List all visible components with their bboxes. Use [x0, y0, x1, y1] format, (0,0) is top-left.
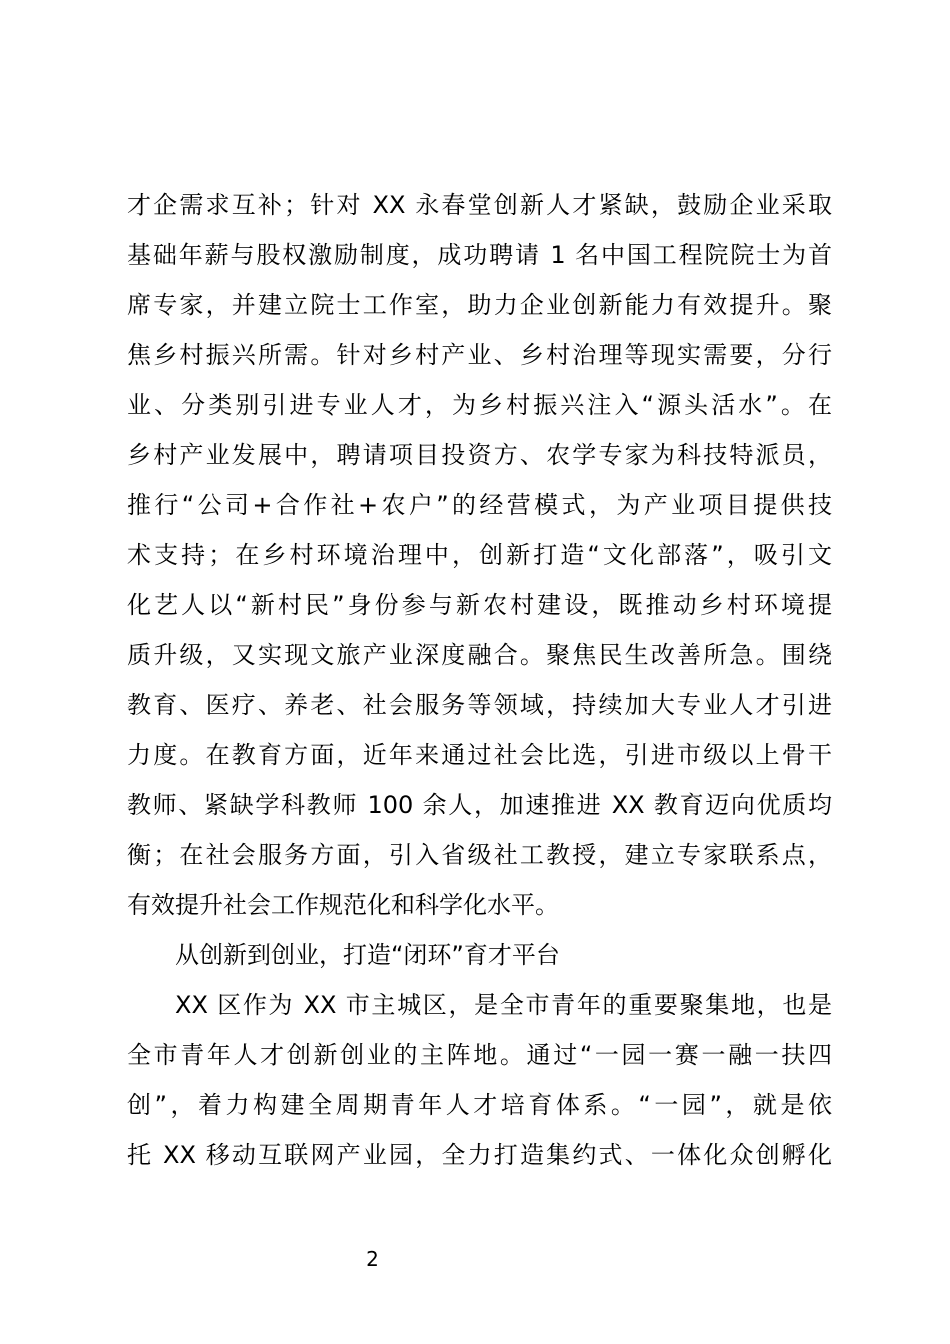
- text-line: 术支持；在乡村环境治理中，创新打造“文化部落”，吸引文: [127, 541, 832, 569]
- text-line: 质升级，又实现文旅产业深度融合。聚焦民生改善所急。围绕: [127, 641, 832, 669]
- body-text: [127, 180, 832, 1180]
- text-line: 焦乡村振兴所需。针对乡村产业、乡村治理等现实需要，分行: [127, 341, 832, 369]
- text-line: 化艺人以“新村民”身份参与新农村建设，既推动乡村环境提: [127, 591, 832, 619]
- text-line: 业、分类别引进专业人才，为乡村振兴注入“源头活水”。在: [127, 391, 832, 419]
- text-line: XX 区作为 XX 市主城区，是全市青年的重要聚集地，也是: [175, 991, 832, 1019]
- text-line: 衡；在社会服务方面，引入省级社工教授，建立专家联系点，: [127, 841, 832, 869]
- text-line: 有效提升社会工作规范化和科学化水平。: [127, 891, 559, 919]
- text-line: 才企需求互补；针对 XX 永春堂创新人才紧缺，鼓励企业采取: [127, 191, 832, 219]
- text-line: 全市青年人才创新创业的主阵地。通过“一园一赛一融一扶四: [127, 1041, 832, 1069]
- text-line: 力度。在教育方面，近年来通过社会比选，引进市级以上骨干: [127, 741, 832, 769]
- section-heading: 从创新到创业，打造“闭环”育才平台: [175, 941, 560, 969]
- text-line: 席专家，并建立院士工作室，助力企业创新能力有效提升。聚: [127, 291, 832, 319]
- text-line: 推行“公司+合作社+农户”的经营模式，为产业项目提供技: [127, 491, 832, 519]
- text-line: 基础年薪与股权激励制度，成功聘请 1 名中国工程院院士为首: [127, 241, 832, 269]
- page-number: 2: [366, 1247, 379, 1271]
- text-line: 托 XX 移动互联网产业园，全力打造集约式、一体化众创孵化: [127, 1141, 832, 1169]
- text-line: 乡村产业发展中，聘请项目投资方、农学专家为科技特派员，: [127, 441, 832, 469]
- text-line: 创”，着力构建全周期青年人才培育体系。“一园”，就是依: [127, 1091, 832, 1119]
- text-line: 教师、紧缺学科教师 100 余人，加速推进 XX 教育迈向优质均: [127, 791, 832, 819]
- text-line: 教育、医疗、养老、社会服务等领域，持续加大专业人才引进: [127, 691, 832, 719]
